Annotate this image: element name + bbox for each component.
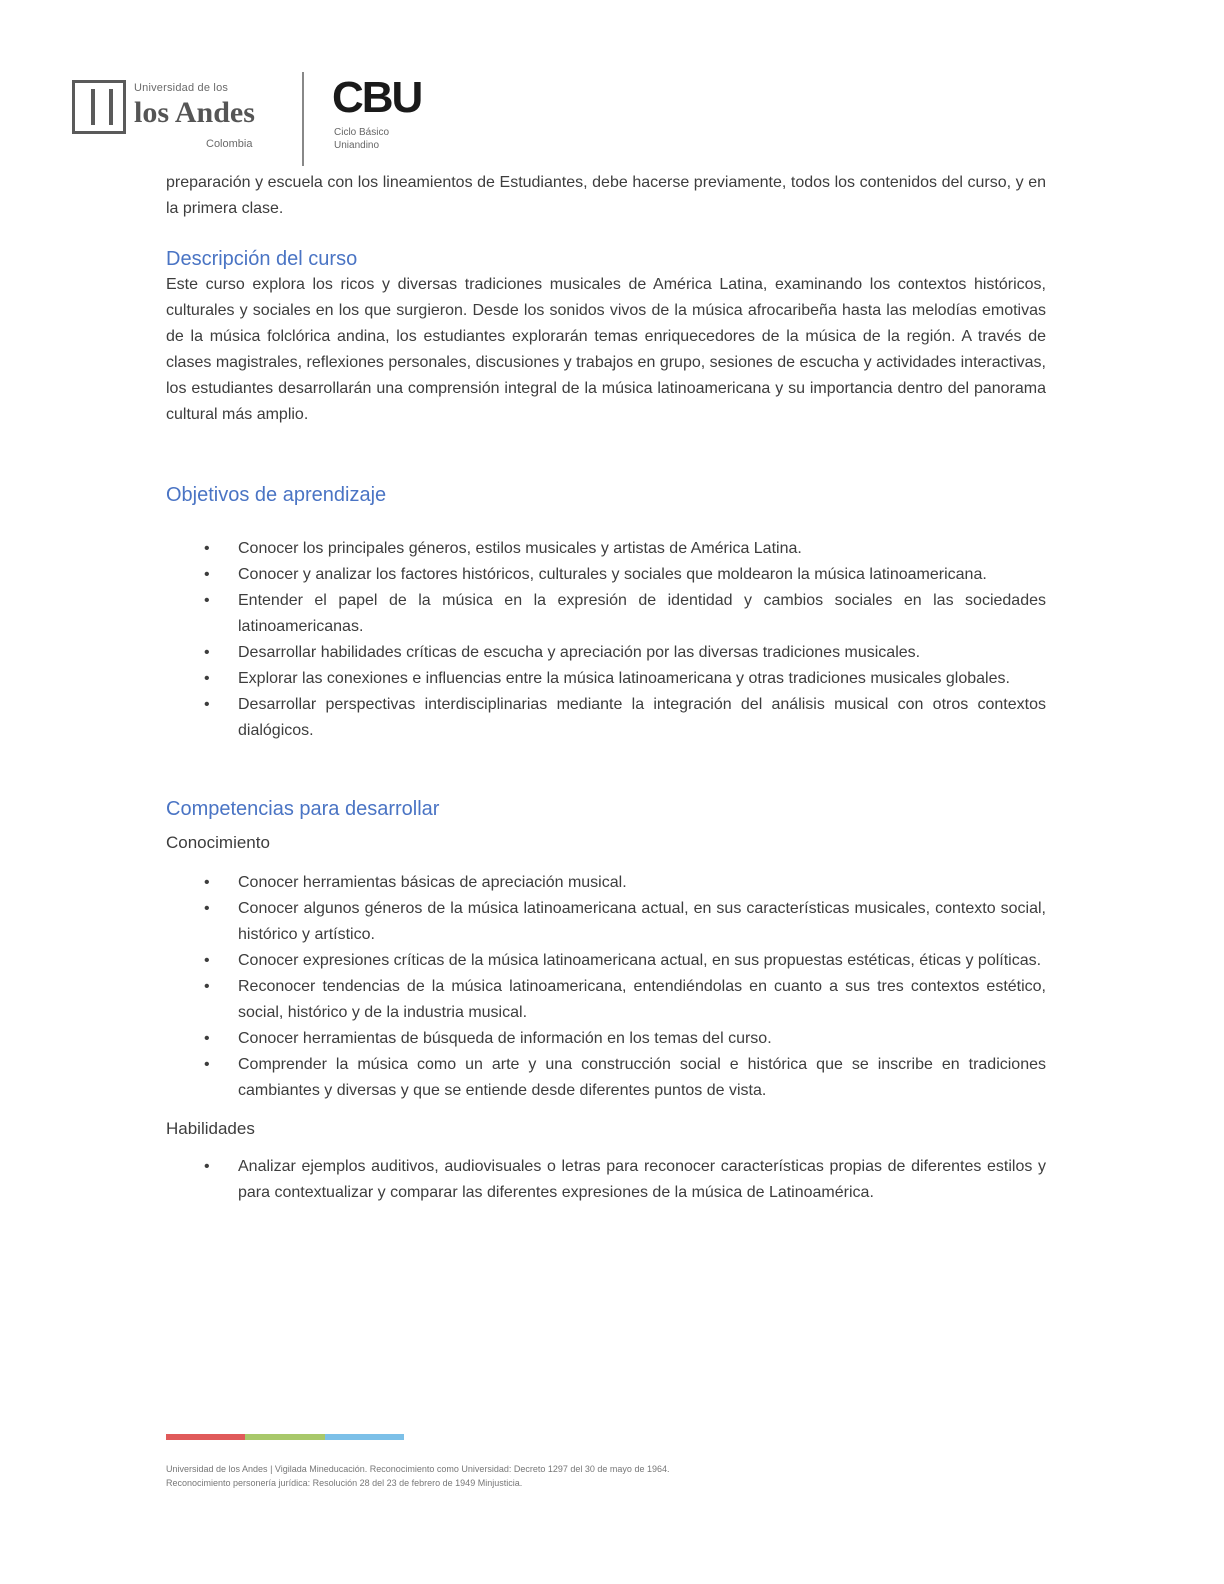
logo-divider (302, 72, 304, 166)
footer-color-bar (166, 1434, 404, 1440)
bullet-icon: • (204, 1030, 210, 1047)
bullet-icon: • (204, 874, 210, 891)
footer-line-1: Universidad de los Andes | Vigilada Mineducación. Reconocimiento como Universidad: Decreto 1297 del 30 de mayo de 1964. (166, 1464, 670, 1474)
objective-item (204, 588, 1046, 640)
objectives-heading: Objetivos de aprendizaje (166, 484, 387, 506)
knowledge-item (204, 870, 1046, 896)
knowledge-text: Conocer herramientas de búsqueda de información en los temas del curso. (238, 1030, 772, 1047)
objective-text: Entender el papel de la música en la expresión de identidad y cambios sociales en las sociedades latinoamericanas. (238, 592, 1046, 635)
bullet-icon: • (204, 900, 210, 917)
footer-bar-segment-green (245, 1434, 324, 1440)
cbu-logo-subtitle-line2: Uniandino (334, 140, 380, 151)
header-logos (72, 72, 452, 168)
bullet-icon: • (204, 952, 210, 969)
document-content (166, 170, 1046, 1206)
bullet-icon: • (204, 540, 210, 557)
bullet-icon: • (204, 592, 210, 609)
knowledge-text: Comprender la música como un arte y una construcción social e histórica que se inscribe en tradiciones cambiantes y diversas y que se entiende desde diferentes puntos de vista. (238, 1056, 1046, 1099)
bullet-icon: • (204, 566, 210, 583)
uniandes-logo-name: los Andes (134, 96, 255, 129)
objectives-list (166, 536, 1046, 744)
bullet-icon: • (204, 670, 210, 687)
bullet-icon: • (204, 696, 210, 713)
footer-text (166, 1462, 986, 1490)
knowledge-text: Reconocer tendencias de la música latinoamericana, entendiéndolas en cuanto a sus tres contextos estético, social, histórico y de la industria musical. (238, 978, 1046, 1021)
bullet-icon: • (204, 1056, 210, 1073)
knowledge-heading: Conocimiento (166, 833, 270, 852)
knowledge-item (204, 1026, 1046, 1052)
objective-text: Conocer y analizar los factores históricos, culturales y sociales que moldearon la música latinoamericana. (238, 566, 987, 583)
knowledge-item (204, 896, 1046, 948)
knowledge-item (204, 1052, 1046, 1104)
knowledge-list (166, 870, 1046, 1104)
footer-bar-segment-blue (325, 1434, 404, 1440)
cbu-logo-subtitle (334, 126, 444, 152)
objective-item (204, 562, 1046, 588)
bullet-icon: • (204, 978, 210, 995)
knowledge-item (204, 974, 1046, 1026)
skill-text: Analizar ejemplos auditivos, audiovisuales o letras para reconocer características propias de diferentes estilos y para contextualizar y comparar las diferentes expresiones de la música de Latinoamérica. (238, 1158, 1046, 1201)
uniandes-logo-small-text: Universidad de los (134, 82, 229, 94)
objective-text: Conocer los principales géneros, estilos musicales y artistas de América Latina. (238, 540, 802, 557)
objective-text: Desarrollar habilidades críticas de escucha y apreciación por las diversas tradiciones musicales. (238, 644, 921, 661)
intro-paragraph: preparación y escuela con los lineamientos de Estudiantes, debe hacerse previamente, todos los contenidos del curso, y en la primera clase. (166, 174, 1046, 217)
objective-item (204, 692, 1046, 744)
cbu-logo: CBU (332, 73, 422, 122)
objective-text: Desarrollar perspectivas interdisciplinarias mediante la integración del análisis musical con otros contextos dialógicos. (238, 696, 1046, 739)
competencies-heading: Competencias para desarrollar (166, 798, 440, 820)
bullet-icon: • (204, 1158, 210, 1175)
knowledge-item (204, 948, 1046, 974)
skills-list (166, 1154, 1046, 1206)
uniandes-logo-country: Colombia (206, 138, 253, 150)
skills-heading: Habilidades (166, 1119, 255, 1138)
description-heading: Descripción del curso (166, 248, 358, 270)
knowledge-text: Conocer algunos géneros de la música latinoamericana actual, en sus características musicales, contexto social, histórico y artístico. (238, 900, 1046, 943)
skill-item (204, 1154, 1046, 1206)
cbu-logo-subtitle-line1: Ciclo Básico (334, 127, 390, 138)
objective-item (204, 666, 1046, 692)
description-paragraph: Este curso explora los ricos y diversas tradiciones musicales de América Latina, examinando los contextos históricos, culturales y sociales en los que surgieron. Desde los sonidos vivos de la música afrocaribeña hasta las melodías emotivas de la música folclórica andina, los estudiantes explorarán temas enriquecedores de la música de la región. A través de clases magistrales, reflexiones personales, discusiones y trabajos en grupo, sesiones de escucha y actividades interactivas, los estudiantes desarrollarán una comprensión integral de la música latinoamericana y su importancia dentro del panorama cultural más amplio. (166, 276, 1046, 423)
footer-bar-segment-red (166, 1434, 245, 1440)
knowledge-text: Conocer herramientas básicas de apreciación musical. (238, 874, 627, 891)
uniandes-logo-icon (72, 80, 126, 134)
footer-line-2: Reconocimiento personería jurídica: Resolución 28 del 23 de febrero de 1949 Minjusticia. (166, 1478, 523, 1488)
objective-text: Explorar las conexiones e influencias entre la música latinoamericana y otras tradiciones musicales globales. (238, 670, 1010, 687)
objective-item (204, 640, 1046, 666)
objective-item (204, 536, 1046, 562)
bullet-icon: • (204, 644, 210, 661)
knowledge-text: Conocer expresiones críticas de la música latinoamericana actual, en sus propuestas estéticas, éticas y políticas. (238, 952, 1042, 969)
